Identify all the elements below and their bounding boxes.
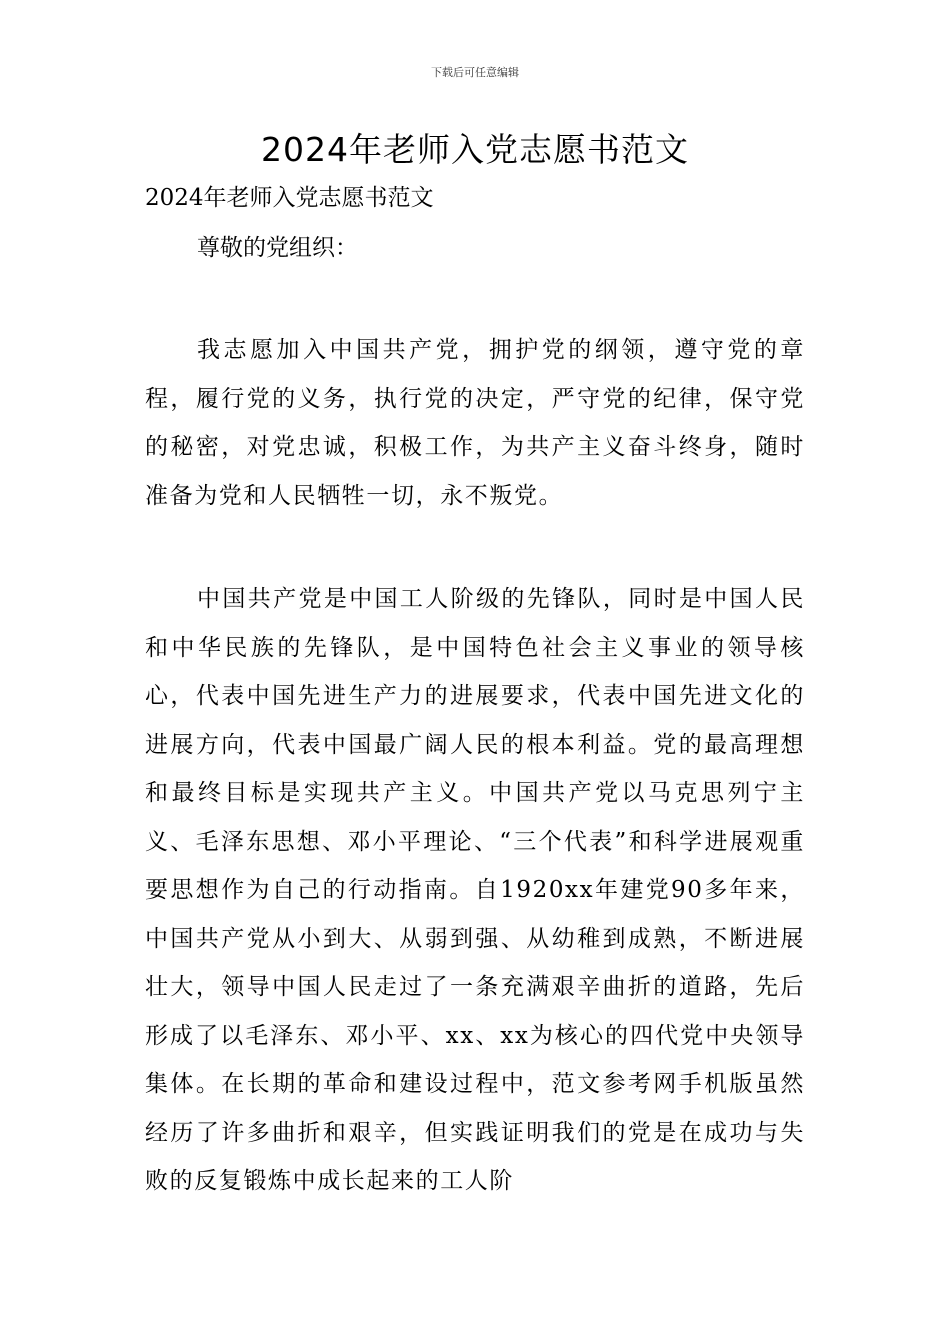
body-paragraph: 我志愿加入中国共产党，拥护党的纲领，遵守党的章程，履行党的义务，执行党的决定，严守党的纪律，保守党的秘密，对党忠诚，积极工作，为共产主义奋斗终身，随时准备为党和人民牺牲一切，永不叛党。: [145, 337, 805, 509]
document-subtitle: 2024年老师入党志愿书范文: [145, 185, 434, 211]
salutation: 尊敬的党组织：: [197, 235, 358, 261]
document-title: 2024年老师入党志愿书范文: [261, 130, 689, 169]
body-paragraph: 中国共产党是中国工人阶级的先锋队，同时是中国人民和中华民族的先锋队，是中国特色社会主义事业的领导核心，代表中国先进生产力的进展要求，代表中国先进文化的进展方向，代表中国最广阔人民的根本利益。党的最高理想和最终目标是实现共产主义。中国共产党以马克思列宁主义、毛泽东思想、邓小平理论、“三个代表”和科学进展观重要思想作为自己的行动指南。自1920xx年建党90多年来，中国共产党从小到大、从弱到强、从幼稚到成熟，不断进展壮大，领导中国人民走过了一条充满艰辛曲折的道路，先后形成了以毛泽东、邓小平、xx、xx为核心的四代党中央领导集体。在长期的革命和建设过程中，范文参考网手机版虽然经历了许多曲折和艰辛，但实践证明我们的党是在成功与失败的反复锻炼中成长起来的工人阶: [145, 586, 805, 1194]
header-note: 下载后可任意编辑: [431, 66, 519, 79]
